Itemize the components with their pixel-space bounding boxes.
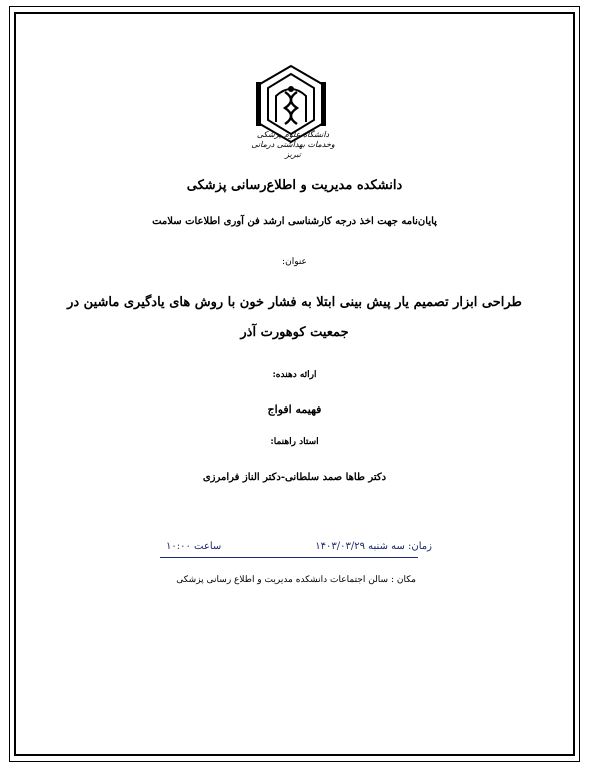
logo-caption-line1: دانشگاه علوم پزشکی <box>256 130 330 139</box>
thesis-degree: پایان‌نامه جهت اخذ درجه کارشناسی ارشد فن آوری اطلاعات سلامت <box>152 216 437 227</box>
defense-location: مکان : سالن اجتماعات دانشکده مدیریت و اطلاع رسانی پزشکی <box>176 575 416 585</box>
thesis-title-line2: جمعیت کوهورت آذر <box>240 325 349 340</box>
supervisor-names: دکتر طاها صمد سلطانی-دکتر الناز فرامرزی <box>202 472 387 483</box>
presenter-name: فهیمه افواج <box>267 403 322 416</box>
thesis-title <box>20 288 569 348</box>
title-label: عنوان: <box>282 257 307 267</box>
defense-time: ساعت ۱۰:۰۰ <box>166 541 222 552</box>
faculty-name: دانشکده مدیریت و اطلاع‌رسانی پزشکی <box>186 178 403 193</box>
logo-caption <box>248 130 338 160</box>
schedule-underline <box>160 557 418 558</box>
presenter-label: ارائه دهنده: <box>272 370 317 380</box>
schedule-row <box>160 541 432 557</box>
supervisor-label: استاد راهنما: <box>270 437 319 447</box>
logo-caption-line2: وخدمات بهداشتی درمانی تبریز <box>251 140 335 159</box>
thesis-title-line1: طراحی ابزار تصمیم یار پیش بینی ابتلا به فشار خون با روش های یادگیری ماشین در <box>67 295 522 310</box>
defense-date: زمان: سه شنبه ۱۴۰۳/۰۳/۲۹ <box>315 541 432 552</box>
